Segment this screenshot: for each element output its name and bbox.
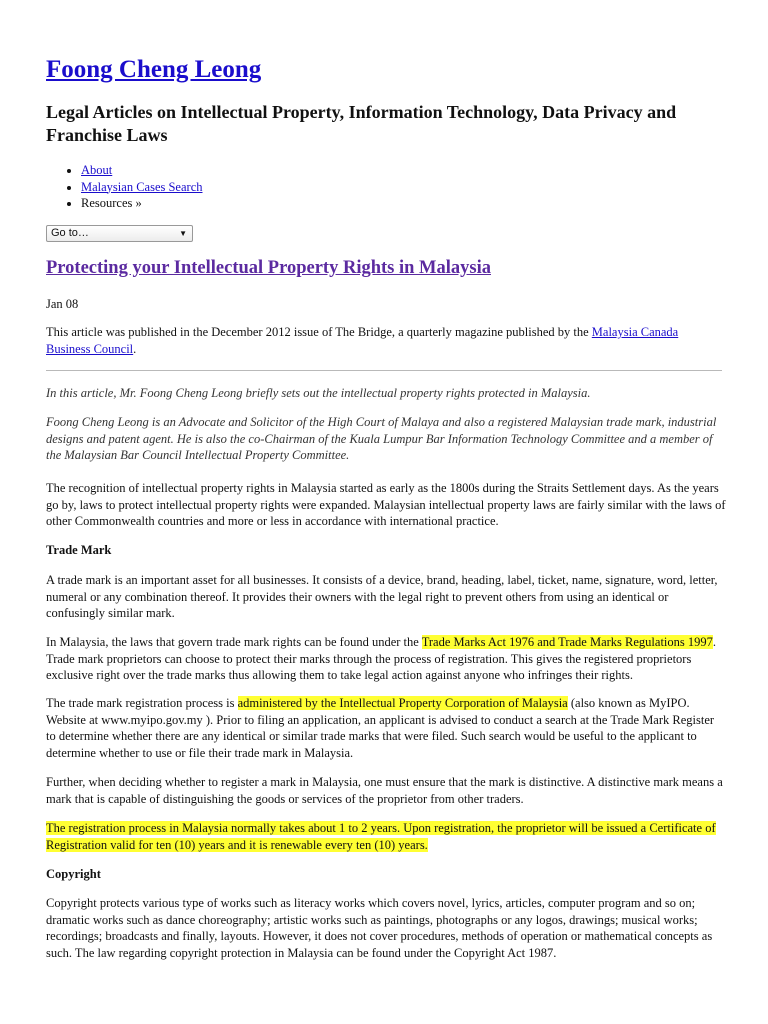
tm-laws-highlight: Trade Marks Act 1976 and Trade Marks Regulations 1997: [421, 635, 713, 649]
site-title-link[interactable]: Foong Cheng Leong: [46, 56, 262, 83]
paragraph-registration-process: [46, 695, 726, 761]
paragraph-recognition: The recognition of intellectual property rights in Malaysia started as early as the 1800s during the Straits Settlement days. As the years go by, laws to protect intellectual property rights were expanded. Malaysian intellectual property laws are fairly similar with the laws of other Commonwealth countries and more or less in accordance with international practice.: [46, 481, 726, 528]
nav-link-about[interactable]: About: [81, 163, 113, 177]
paragraph-copyright: Copyright protects various type of works such as literacy works which covers novel, lyrics, articles, computer program and so on; dramatic works such as dance choreography; artistic works such as paintings, photographs or any logos, drawings; musical works; recordings; broadcasts and finally, layouts. However, it does not cover procedures, methods of operation or mathematical concepts as such. The law regarding copyright protection in Malaysia can be found under the Copyright Act 1987.: [46, 896, 713, 960]
goto-select-value: Go to…: [51, 227, 89, 239]
nav-item-about: [81, 162, 203, 179]
author-bio: Foong Cheng Leong is an Advocate and Solicitor of the High Court of Malaya and also a registered Malaysian trade mark, industrial designs and patent agent. He is also the co-Chairman of the Kuala Lumpur Bar Information Technology Committee and a member of the Malaysian Bar Council Intellectual Property Committee.: [46, 415, 717, 462]
intro-end: .: [133, 341, 137, 356]
paragraph-trade-mark-definition: A trade mark is an important asset for all businesses. It consists of a device, brand, heading, label, ticket, name, signature, word, letter, numeral or any combination thereof. It provides their owners with the legal right to prevent others from using an identical or confusingly similar mark.: [46, 573, 718, 620]
intro-text: This article was published in the December 2012 issue of The Bridge, a quarterly magazine published by the: [46, 325, 592, 339]
heading-copyright: Copyright: [46, 867, 101, 881]
reg-text: The trade mark registration process is: [46, 696, 238, 710]
post-date: Jan 08: [46, 297, 79, 311]
paragraph-trade-mark-laws: [46, 634, 726, 684]
paragraph-distinctive-mark: Further, when deciding whether to register a mark in Malaysia, one must ensure that the mark is distinctive. A distinctive mark means a mark that is capable of distinguishing the goods or services of the proprietor from other traders.: [46, 775, 723, 806]
tm-laws-text: In Malaysia, the laws that govern trade mark rights can be found under the: [46, 635, 422, 649]
paragraph-registration-duration: [46, 820, 726, 853]
mcbc-link[interactable]: Malaysia Canada Business Council: [46, 325, 679, 356]
post-title: [46, 256, 491, 280]
heading-trade-mark: Trade Mark: [46, 543, 112, 557]
site-tagline: Legal Articles on Intellectual Property, Information Technology, Data Privacy and Franchise Laws: [46, 102, 677, 145]
tm-laws-text-after: . Trade mark proprietors can choose to protect their marks through the process of registration. This gives the registered proprietors exclusive right over the trade marks thus allowing them to take legal action against anyone who infringes their rights.: [46, 635, 717, 682]
article-lead: In this article, Mr. Foong Cheng Leong briefly sets out the intellectual property rights protected in Malaysia.: [46, 386, 591, 400]
reg-highlight: administered by the Intellectual Property Corporation of Malaysia: [237, 696, 568, 710]
divider: [46, 370, 722, 371]
reg-text-after: (also known as MyIPO. Website at www.myipo.gov.my ). Prior to filing an application, an applicant is advised to conduct a search at the Trade Mark Register to determine whether there are any identical or similar trade marks that were filed. Such search would be useful to the applicant to determine whether to use or file their trade mark in Malaysia.: [46, 696, 715, 760]
goto-select[interactable]: [46, 225, 193, 242]
nav-link-cases-search[interactable]: Malaysian Cases Search: [81, 179, 203, 194]
duration-highlight: The registration process in Malaysia normally takes about 1 to 2 years. Upon registration, the proprietor will be issued a Certificate of Registration valid for ten (10) years and it is renewable every ten (10) years.: [46, 821, 716, 852]
site-title: [46, 54, 261, 86]
nav-item-cases-search: [81, 179, 203, 196]
post-intro: [46, 324, 716, 357]
nav-item-resources[interactable]: • Resources »: [81, 195, 203, 212]
main-nav: [46, 162, 203, 212]
post-title-link[interactable]: Protecting your Intellectual Property Rights in Malaysia: [46, 258, 491, 278]
chevron-down-icon: ▼: [179, 229, 187, 238]
